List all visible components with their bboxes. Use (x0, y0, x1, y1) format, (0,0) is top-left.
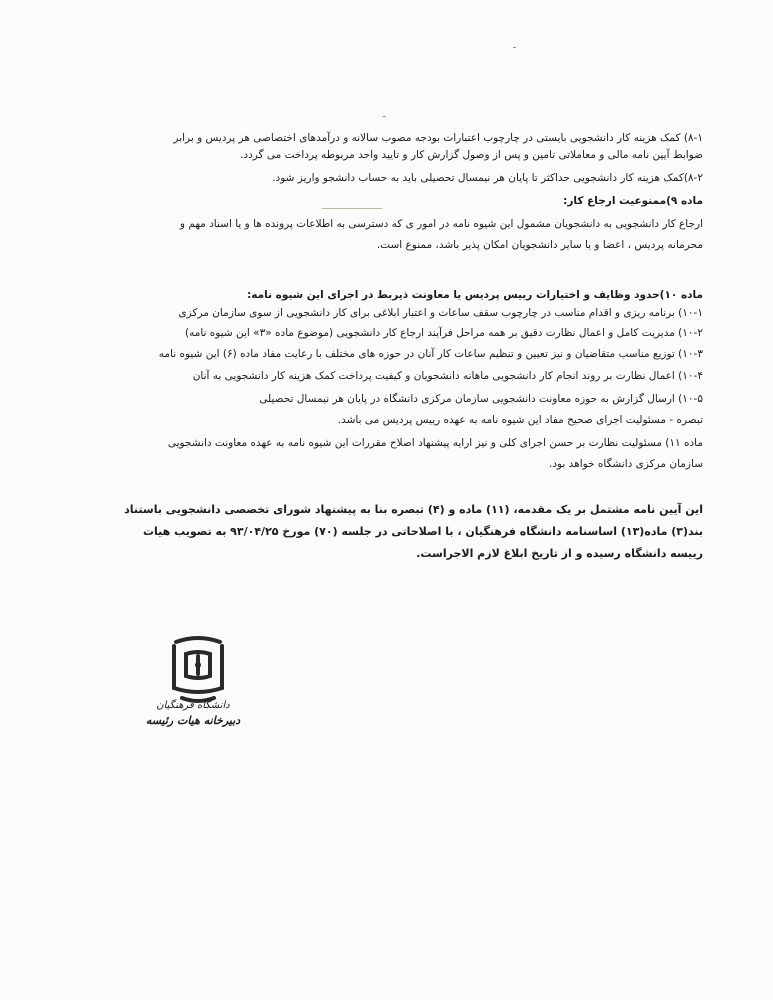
article10-item-1: ۱۰-۱) برنامه ریزی و اقدام مناسب در چارچوب سقف ساعات و اعتبار ابلاغی برای کار دانشجویی از سوی سازمان مرکزی (178, 307, 703, 319)
article10-note: تبصره - مسئولیت اجرای صحیح مفاد این شیوه نامه به عهده رییس پردیس می باشد. (337, 414, 703, 426)
article10-item-5: ۱۰-۵) ارسال گزارش به حوزه معاونت دانشجویی سازمان مرکزی دانشگاه در پایان هر نیمسال تحصیلی (259, 393, 703, 405)
signature-block (128, 698, 258, 728)
article10-item-3: ۱۰-۳) توزیع مناسب متقاضیان و نیز تعیین و تنظیم ساعات کار آنان در حوزه های مختلف با رعایت مفاد ماده (۶) این شیوه نامه (158, 348, 703, 360)
closing-line-1: این آیین نامه مشتمل بر یک مقدمه، (۱۱) ماده و (۴) تبصره بنا به پیشنهاد شورای تخصصی دانشجویی باستناد (124, 503, 703, 516)
faint-underline (322, 208, 382, 209)
signature-university: دانشگاه فرهنگیان (156, 700, 230, 711)
closing-line-2: بند(۳) ماده(۱۳) اساسنامه دانشگاه فرهنگیان ، با اصلاحاتی در جلسه (۷۰) مورخ ۹۳/۰۴/۲۵ به تصویب هیات (142, 525, 703, 538)
article8-line-2: ضوابط آیین نامه مالی و معاملاتی تامین و پس از وصول گزارش کار و تایید واحد مربوطه پرداخت می گردد. (240, 149, 703, 161)
article10-item-2: ۱۰-۲) مدیریت کامل و اعمال نظارت دقیق بر همه مراحل فرآیند ارجاع کار دانشجویی (موضوع ماده «۳» این شیوه نامه) (184, 327, 703, 339)
scan-speck (513, 47, 516, 48)
article11-line-1: ماده ۱۱) مسئولیت نظارت بر حسن اجرای کلی و نیز ارایه پیشنهاد اصلاح مقررات این شیوه نامه به عهده معاونت دانشجویی (167, 437, 703, 449)
closing-line-3: رییسه دانشگاه رسیده و از تاریخ ابلاغ لازم الاجراست. (416, 547, 703, 560)
article9-title: ماده ۹)ممنوعیت ارجاع کار: (563, 195, 703, 207)
article11-line-2: سازمان مرکزی دانشگاه خواهد بود. (548, 458, 703, 470)
signature-secretariat: دبیرخانه هیات رئیسه (145, 714, 241, 727)
article8-line-3: ۸-۲)کمک هزینه کار دانشجویی حداکثر تا پایان هر نیمسال تحصیلی باید به حساب دانشجو واریز شود. (272, 172, 703, 184)
article10-title: ماده ۱۰)حدود وظایف و اختیارات رییس پردیس یا معاونت ذیربط در اجرای این شیوه نامه: (247, 289, 703, 301)
article10-item-4: ۱۰-۴) اعمال نظارت بر روند انجام کار دانشجویی ماهانه دانشجویان و کیفیت پرداخت کمک هزینه کار دانشجویی به آنان (192, 370, 703, 382)
scan-speck (383, 116, 386, 117)
article9-line-1: ارجاع کار دانشجویی به دانشجویان مشمول این شیوه نامه در امور ی که دسترسی به اطلاعات پرونده ها و یا اسناد مهم و (179, 218, 703, 230)
article9-line-2: محرمانه پردیس ، اعضا و یا سایر دانشجویان امکان پذیر باشد، ممنوع است. (376, 239, 703, 251)
article8-line-1: ۸-۱) کمک هزینه کار دانشجویی بایستی در چارچوب اعتبارات بودجه مصوب سالانه و درآمدهای اختصاصی هر پردیس و برابر (173, 132, 703, 144)
